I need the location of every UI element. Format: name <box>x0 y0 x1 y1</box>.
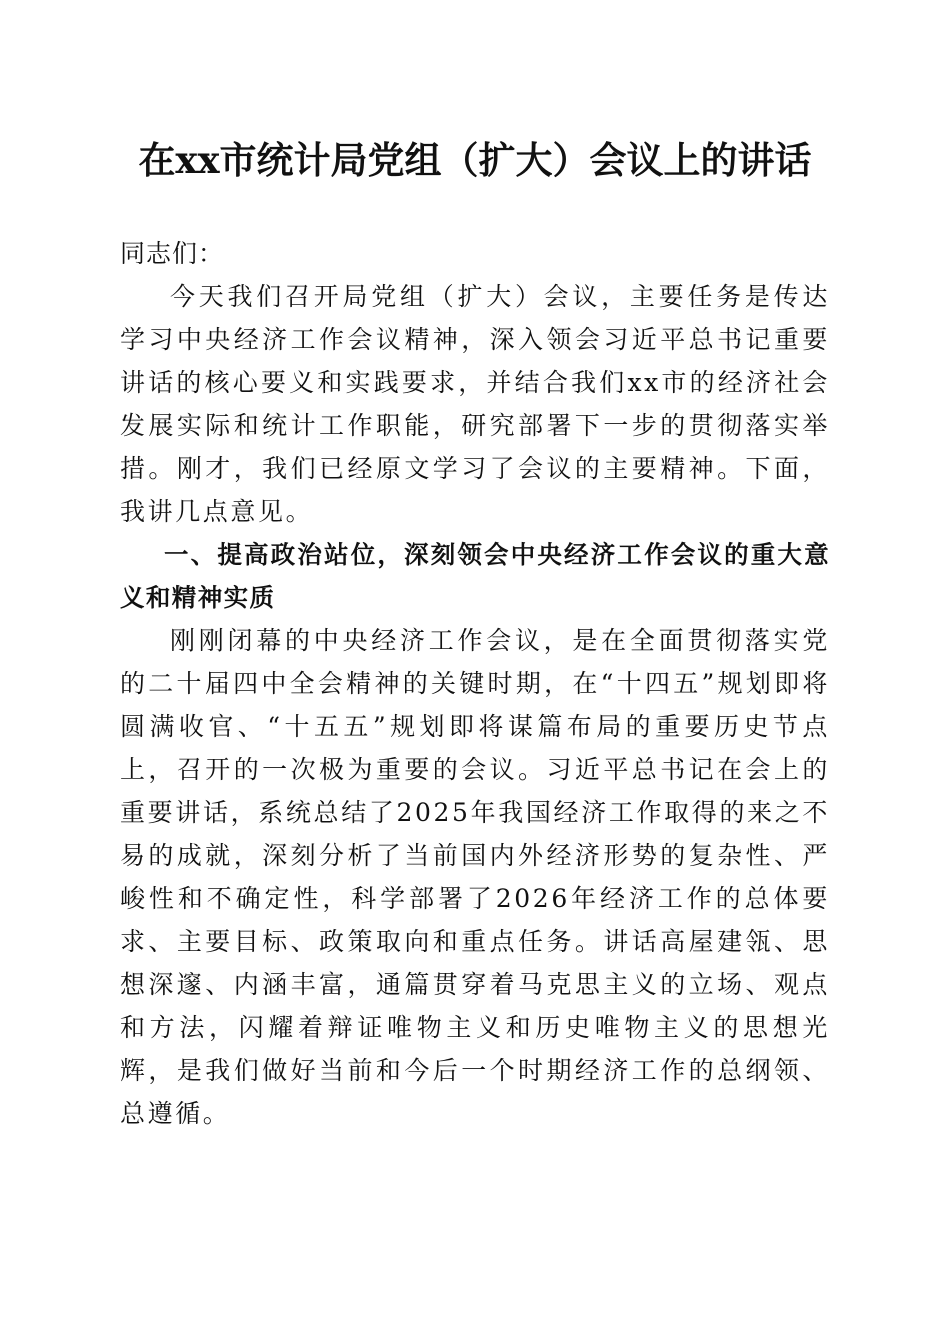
salutation: 同志们： <box>120 239 225 268</box>
intro-paragraph: 今天我们召开局党组（扩大）会议，主要任务是传达学习中央经济工作会议精神，深入领会习近平总书记重要讲话的核心要义和实践要求，并结合我们xx市的经济社会发展实际和统计工作职能，研究部署下一步的贯彻落实举措。刚才，我们已经原文学习了会议的主要精神。下面，我讲几点意见。 <box>120 282 830 526</box>
section-1-paragraph: 刚刚闭幕的中央经济工作会议，是在全面贯彻落实党的二十届四中全会精神的关键时期，在“十四五”规划即将圆满收官、“十五五”规划即将谋篇布局的重要历史节点上，召开的一次极为重要的会议。习近平总书记在会上的重要讲话，系统总结了2025年我国经济工作取得的来之不易的成就，深刻分析了当前国内外经济形势的复杂性、严峻性和不确定性，科学部署了2026年经济工作的总体要求、主要目标、政策取向和重点任务。讲话高屋建瓴、思想深邃、内涵丰富，通篇贯穿着马克思主义的立场、观点和方法，闪耀着辩证唯物主义和历史唯物主义的思想光辉，是我们做好当前和今后一个时期经济工作的总纲领、总遵循。 <box>120 626 830 1128</box>
document-body <box>120 232 830 1135</box>
document-title: 在xx市统计局党组（扩大）会议上的讲话 <box>138 138 812 182</box>
section-heading-1: 一、提高政治站位，深刻领会中央经济工作会议的重大意义和精神实质 <box>120 540 830 612</box>
